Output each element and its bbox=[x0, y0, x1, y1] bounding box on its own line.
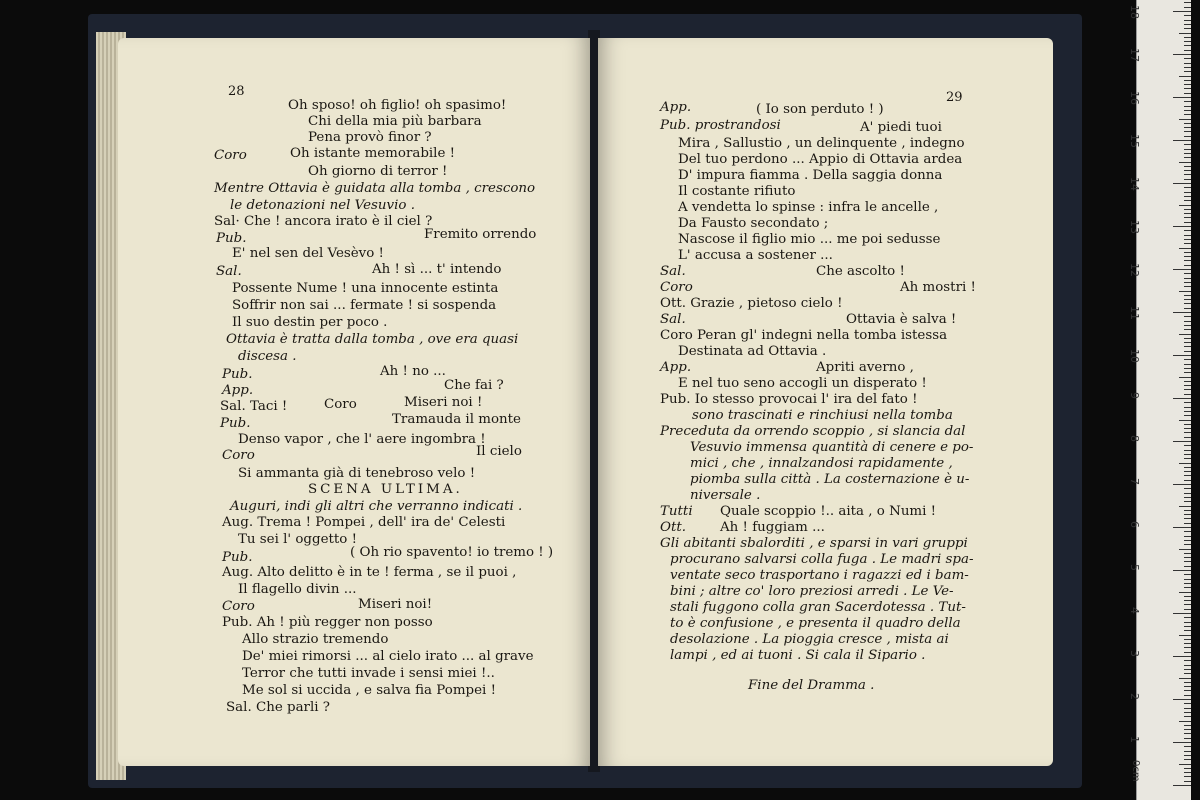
ruler-tick bbox=[1179, 420, 1191, 421]
ruler-tick bbox=[1184, 110, 1191, 111]
ruler-tick bbox=[1184, 286, 1191, 287]
right-page-text-line: bini ; altre co' loro preziosi arredi . Le Ve- bbox=[670, 584, 954, 599]
ruler-tick bbox=[1179, 248, 1191, 249]
right-page-text-line: Sal. bbox=[660, 312, 686, 327]
ruler-tick bbox=[1184, 514, 1191, 515]
left-page-text-line: Miseri noi! bbox=[358, 597, 433, 612]
right-page-text-line: Mira , Sallustio , un delinquente , indegno bbox=[678, 136, 965, 151]
ruler-tick bbox=[1184, 622, 1191, 623]
ruler-tick bbox=[1184, 587, 1191, 588]
right-page-text-line: niversale . bbox=[690, 488, 761, 503]
right-page-text-line: Gli abitanti sbalorditi , e sparsi in vari gruppi bbox=[660, 536, 968, 551]
ruler-tick bbox=[1179, 549, 1191, 550]
ruler-number: 13 bbox=[1128, 220, 1141, 234]
left-page-text-line: discesa . bbox=[238, 349, 297, 364]
ruler-tick bbox=[1173, 226, 1191, 227]
ruler-tick bbox=[1173, 269, 1191, 270]
left-page-text-line: Mentre Ottavia è guidata alla tomba , crescono bbox=[214, 181, 536, 196]
left-page-text-line: Ah ! sì ... t' intendo bbox=[372, 262, 502, 277]
ruler-number: 9 bbox=[1128, 392, 1141, 399]
right-page-text-line: lampi , ed ai tuoni . Si cala il Sipario . bbox=[670, 648, 926, 663]
ruler-tick bbox=[1184, 746, 1191, 747]
ruler-tick bbox=[1184, 222, 1191, 223]
left-page-text-line: Oh sposo! oh figlio! oh spasimo! bbox=[288, 98, 507, 113]
ruler-tick bbox=[1184, 338, 1191, 339]
right-page-text-line: Tutti bbox=[660, 504, 693, 519]
ruler-tick bbox=[1184, 170, 1191, 171]
ruler-tick bbox=[1173, 398, 1191, 399]
ruler-tick bbox=[1184, 2, 1191, 3]
left-page-text-line: Ottavia è tratta dalla tomba , ove era quasi bbox=[226, 332, 519, 347]
right-page-text-line: App. bbox=[660, 100, 692, 115]
ruler-tick bbox=[1184, 733, 1191, 734]
ruler-tick bbox=[1184, 673, 1191, 674]
ruler-tick bbox=[1184, 712, 1191, 713]
ruler-tick bbox=[1173, 355, 1191, 356]
ruler-tick bbox=[1173, 183, 1191, 184]
right-page-text-line: Ah ! fuggiam ... bbox=[720, 520, 825, 535]
ruler-tick bbox=[1184, 239, 1191, 240]
ruler-tick bbox=[1184, 308, 1191, 309]
ruler-tick bbox=[1184, 643, 1191, 644]
ruler-number: 5 bbox=[1128, 564, 1141, 571]
right-page-text-line: Sal. bbox=[660, 264, 686, 279]
ruler-tick bbox=[1184, 716, 1191, 717]
left-page-text-line: Che fai ? bbox=[444, 378, 504, 393]
right-page-text-line: ventate seco trasportano i ragazzi ed i bam- bbox=[670, 568, 969, 583]
ruler-tick bbox=[1184, 28, 1191, 29]
ruler-number: 18 bbox=[1128, 5, 1141, 19]
right-page-text-line: procurano salvarsi colla fuga . Le madri spa- bbox=[670, 552, 974, 567]
ruler-tick bbox=[1184, 523, 1191, 524]
left-page-text-line: Pub. bbox=[222, 550, 253, 565]
ruler-tick bbox=[1184, 467, 1191, 468]
ruler-tick bbox=[1179, 678, 1191, 679]
ruler-tick bbox=[1184, 58, 1191, 59]
ruler-tick bbox=[1184, 424, 1191, 425]
ruler-number: 6 bbox=[1128, 521, 1141, 528]
ruler-tick bbox=[1184, 776, 1191, 777]
left-page-text-line: Coro bbox=[214, 148, 247, 163]
left-page-text-line: Pub. bbox=[216, 231, 247, 246]
left-page-text-line: Tramauda il monte bbox=[392, 412, 521, 427]
ruler-tick bbox=[1184, 561, 1191, 562]
ruler-tick bbox=[1184, 342, 1191, 343]
ruler-tick bbox=[1184, 316, 1191, 317]
ruler-tick bbox=[1184, 93, 1191, 94]
ruler-number: 7 bbox=[1128, 478, 1141, 485]
ruler-tick bbox=[1184, 381, 1191, 382]
ruler-tick bbox=[1184, 325, 1191, 326]
ruler-tick bbox=[1184, 703, 1191, 704]
left-page-text-line: Sal· Che ! ancora irato è il ciel ? bbox=[214, 214, 433, 229]
ruler-tick bbox=[1184, 106, 1191, 107]
right-page-text-line: Ott. bbox=[660, 520, 686, 535]
ruler-tick bbox=[1184, 166, 1191, 167]
ruler-tick bbox=[1179, 463, 1191, 464]
ruler-tick bbox=[1184, 174, 1191, 175]
ruler-number: 1 bbox=[1128, 736, 1141, 743]
ruler-tick bbox=[1184, 574, 1191, 575]
ruler-number: 8 bbox=[1128, 435, 1141, 442]
right-page-text-line: E nel tuo seno accogli un disperato ! bbox=[678, 376, 927, 391]
left-page-text-line: Aug. Trema ! Pompei , dell' ira de' Celesti bbox=[222, 515, 506, 530]
ruler-tick bbox=[1184, 71, 1191, 72]
right-page-text-line: Ottavia è salva ! bbox=[846, 312, 957, 327]
left-page-text-line: Ah ! no ... bbox=[380, 364, 446, 379]
left-page bbox=[118, 38, 590, 766]
ruler-unit-label: 0cm bbox=[1130, 760, 1141, 782]
ruler-tick bbox=[1184, 295, 1191, 296]
ruler-tick bbox=[1184, 781, 1191, 782]
left-page-text-line: Pub. bbox=[222, 367, 253, 382]
left-page-text-line: Miseri noi ! bbox=[404, 395, 483, 410]
ruler-tick bbox=[1184, 278, 1191, 279]
right-page-text-line: Preceduta da orrendo scoppio , si slancia dal bbox=[660, 424, 966, 439]
ruler-number: 14 bbox=[1128, 177, 1141, 191]
left-page-text-line: Il flagello divin ... bbox=[238, 582, 357, 597]
ruler-tick bbox=[1184, 475, 1191, 476]
right-page-text-line: Pub. prostrandosi bbox=[660, 118, 781, 133]
ruler-tick bbox=[1184, 596, 1191, 597]
right-page-text-line: Pub. Io stesso provocai l' ira del fato ! bbox=[660, 392, 918, 407]
ruler-tick bbox=[1184, 686, 1191, 687]
ruler-tick bbox=[1173, 570, 1191, 571]
ruler-tick bbox=[1184, 41, 1191, 42]
ruler-tick bbox=[1184, 243, 1191, 244]
ruler-tick bbox=[1184, 45, 1191, 46]
ruler-tick bbox=[1184, 131, 1191, 132]
ruler-tick bbox=[1184, 536, 1191, 537]
ruler-tick bbox=[1184, 101, 1191, 102]
left-page-text-line: App. bbox=[222, 383, 254, 398]
ruler-tick bbox=[1184, 626, 1191, 627]
ruler-number: 15 bbox=[1128, 134, 1141, 148]
ruler-tick bbox=[1184, 609, 1191, 610]
ruler-number: 12 bbox=[1128, 263, 1141, 277]
ruler-tick bbox=[1184, 200, 1191, 201]
ruler-tick bbox=[1179, 506, 1191, 507]
right-page-text-line: piomba sulla città . La costernazione è u- bbox=[690, 472, 970, 487]
left-page-text-line: Denso vapor , che l' aere ingombra ! bbox=[238, 432, 486, 447]
left-page-text-line: Sal. Taci ! bbox=[220, 399, 288, 414]
left-page-text-line: Pub. bbox=[220, 416, 251, 431]
ruler-tick bbox=[1184, 579, 1191, 580]
ruler-tick bbox=[1173, 527, 1191, 528]
ruler-tick bbox=[1179, 635, 1191, 636]
ruler-tick bbox=[1184, 256, 1191, 257]
ruler-tick bbox=[1184, 273, 1191, 274]
ruler-tick bbox=[1184, 252, 1191, 253]
ruler-tick bbox=[1184, 37, 1191, 38]
ruler-tick bbox=[1184, 708, 1191, 709]
ruler-tick bbox=[1184, 192, 1191, 193]
ruler-tick bbox=[1173, 613, 1191, 614]
ruler-tick bbox=[1173, 742, 1191, 743]
left-page-text-line: Terror che tutti invade i sensi miei !.. bbox=[242, 666, 495, 681]
ruler-tick bbox=[1184, 639, 1191, 640]
ruler-tick bbox=[1184, 518, 1191, 519]
ruler-tick bbox=[1184, 260, 1191, 261]
ruler-tick bbox=[1173, 785, 1191, 786]
ruler-tick bbox=[1184, 493, 1191, 494]
ruler-tick bbox=[1184, 497, 1191, 498]
ruler-tick bbox=[1179, 33, 1191, 34]
ruler-tick bbox=[1184, 665, 1191, 666]
right-page-text-line: Ah mostri ! bbox=[900, 280, 976, 295]
left-page-text-line: Oh giorno di terror ! bbox=[308, 164, 448, 179]
ruler-tick bbox=[1184, 157, 1191, 158]
right-page-text-line: Che ascolto ! bbox=[816, 264, 905, 279]
ruler-tick bbox=[1184, 127, 1191, 128]
right-page-text-line: Nascose il figlio mio ... me poi sedusse bbox=[678, 232, 941, 247]
ruler-tick bbox=[1184, 179, 1191, 180]
ruler-tick bbox=[1184, 471, 1191, 472]
ruler-tick bbox=[1184, 359, 1191, 360]
right-page-text-line: to è confusione , e presenta il quadro della bbox=[670, 616, 961, 631]
left-page-text-line: Allo strazio tremendo bbox=[242, 632, 389, 647]
ruler-tick bbox=[1184, 540, 1191, 541]
ruler-tick bbox=[1184, 24, 1191, 25]
left-page-text-line: Pena provò finor ? bbox=[308, 130, 432, 145]
right-page-text-line: Vesuvio immensa quantità di cenere e po- bbox=[690, 440, 974, 455]
ruler-tick bbox=[1184, 604, 1191, 605]
left-page-text-line: Chi della mia più barbara bbox=[308, 114, 482, 129]
right-page-text-line: Coro Peran gl' indegni nella tomba istessa bbox=[660, 328, 948, 343]
right-page-text-line: Apriti averno , bbox=[816, 360, 914, 375]
ruler-tick bbox=[1184, 759, 1191, 760]
ruler-tick bbox=[1184, 557, 1191, 558]
ruler-tick bbox=[1184, 553, 1191, 554]
ruler-tick bbox=[1184, 321, 1191, 322]
right-page-text-line: Del tuo perdono ... Appio di Ottavia ardea bbox=[678, 152, 963, 167]
ruler-tick bbox=[1184, 114, 1191, 115]
ruler-tick bbox=[1184, 123, 1191, 124]
ruler-tick bbox=[1184, 20, 1191, 21]
ruler-tick bbox=[1173, 54, 1191, 55]
ruler-tick bbox=[1184, 695, 1191, 696]
right-page-text-line: Il costante rifiuto bbox=[678, 184, 796, 199]
left-page-text-line: Auguri, indi gli altri che verranno indicati . bbox=[230, 499, 523, 514]
ruler-number: 2 bbox=[1128, 693, 1141, 700]
ruler-number: 10 bbox=[1128, 349, 1141, 363]
ruler-tick bbox=[1184, 428, 1191, 429]
ruler-tick bbox=[1184, 299, 1191, 300]
ruler-tick bbox=[1184, 583, 1191, 584]
ruler-tick bbox=[1184, 660, 1191, 661]
ruler-number: 3 bbox=[1128, 650, 1141, 657]
ruler-tick bbox=[1173, 656, 1191, 657]
ruler-tick bbox=[1184, 690, 1191, 691]
ruler-tick bbox=[1184, 738, 1191, 739]
left-page-text-line: Fremito orrendo bbox=[424, 227, 537, 242]
ruler-tick bbox=[1179, 764, 1191, 765]
ruler-tick bbox=[1184, 213, 1191, 214]
ruler-tick bbox=[1184, 682, 1191, 683]
right-page-text-line: Coro bbox=[660, 280, 693, 295]
right-page-text-line: D' impura fiamma . Della saggia donna bbox=[678, 168, 943, 183]
ruler-tick bbox=[1179, 119, 1191, 120]
ruler-tick bbox=[1184, 149, 1191, 150]
ruler-tick bbox=[1184, 755, 1191, 756]
left-page-text-line: Me sol si uccida , e salva fia Pompei ! bbox=[242, 683, 496, 698]
ruler-tick bbox=[1184, 50, 1191, 51]
ruler-tick bbox=[1184, 394, 1191, 395]
ruler-tick bbox=[1179, 592, 1191, 593]
right-page-text-line: mici , che , innalzandosi rapidamente , bbox=[690, 456, 953, 471]
left-page-text-line: Tu sei l' oggetto ! bbox=[238, 532, 357, 547]
ruler-tick bbox=[1184, 544, 1191, 545]
ruler-tick bbox=[1184, 415, 1191, 416]
ruler-tick bbox=[1184, 600, 1191, 601]
ruler-tick bbox=[1184, 265, 1191, 266]
ruler-tick bbox=[1184, 480, 1191, 481]
ruler-tick bbox=[1179, 162, 1191, 163]
left-page-text-line: Possente Nume ! una innocente estinta bbox=[232, 281, 499, 296]
left-page-text-line: Oh istante memorabile ! bbox=[290, 146, 456, 161]
measuring-ruler bbox=[1128, 0, 1191, 800]
page-number: 28 bbox=[228, 84, 245, 99]
ruler-tick bbox=[1184, 230, 1191, 231]
ruler-tick bbox=[1184, 144, 1191, 145]
ruler-tick bbox=[1184, 669, 1191, 670]
ruler-tick bbox=[1184, 187, 1191, 188]
ruler-tick bbox=[1184, 88, 1191, 89]
ruler-number: 16 bbox=[1128, 91, 1141, 105]
left-page-text-line: Coro bbox=[222, 599, 255, 614]
ruler-tick bbox=[1184, 7, 1191, 8]
ruler-tick bbox=[1184, 772, 1191, 773]
scene-heading: SCENA ULTIMA. bbox=[308, 482, 463, 497]
ruler-tick bbox=[1173, 484, 1191, 485]
right-page-text-line: desolazione . La pioggia cresce , mista ai bbox=[670, 632, 949, 647]
ruler-tick bbox=[1179, 377, 1191, 378]
right-page-text-line: stali fuggono colla gran Sacerdotessa . Tut- bbox=[670, 600, 966, 615]
ruler-tick bbox=[1184, 445, 1191, 446]
right-page-text-line: Fine del Dramma . bbox=[748, 678, 875, 693]
ruler-tick bbox=[1184, 329, 1191, 330]
ruler-tick bbox=[1184, 402, 1191, 403]
ruler-tick bbox=[1184, 411, 1191, 412]
ruler-tick bbox=[1184, 368, 1191, 369]
ruler-tick bbox=[1173, 441, 1191, 442]
ruler-tick bbox=[1184, 80, 1191, 81]
right-page-text-line: sono trascinati e rinchiusi nella tomba bbox=[692, 408, 953, 423]
right-page-text-line: A' piedi tuoi bbox=[860, 120, 942, 135]
right-page-text-line: App. bbox=[660, 360, 692, 375]
left-page-text-line: le detonazioni nel Vesuvio . bbox=[230, 198, 415, 213]
ruler-tick bbox=[1184, 67, 1191, 68]
ruler-tick bbox=[1184, 385, 1191, 386]
ruler-tick bbox=[1184, 652, 1191, 653]
ruler-tick bbox=[1184, 364, 1191, 365]
right-page bbox=[598, 38, 1053, 766]
ruler-tick bbox=[1184, 372, 1191, 373]
ruler-tick bbox=[1184, 217, 1191, 218]
ruler-tick bbox=[1184, 136, 1191, 137]
left-page-text-line: Pub. Ah ! più regger non posso bbox=[222, 615, 433, 630]
ruler-tick bbox=[1184, 196, 1191, 197]
ruler-tick bbox=[1184, 437, 1191, 438]
ruler-tick bbox=[1184, 488, 1191, 489]
ruler-tick bbox=[1184, 510, 1191, 511]
left-page-text-line: Il suo destin per poco . bbox=[232, 315, 388, 330]
ruler-tick bbox=[1184, 501, 1191, 502]
ruler-tick bbox=[1179, 334, 1191, 335]
ruler-tick bbox=[1184, 630, 1191, 631]
left-page-text-line: Coro bbox=[324, 397, 357, 412]
right-page-text-line: Quale scoppio !.. aita , o Numi ! bbox=[720, 504, 937, 519]
left-page-text-line: Aug. Alto delitto è in te ! ferma , se il puoi , bbox=[222, 565, 517, 580]
ruler-tick bbox=[1184, 751, 1191, 752]
ruler-tick bbox=[1184, 531, 1191, 532]
ruler-tick bbox=[1184, 235, 1191, 236]
ruler-tick bbox=[1184, 389, 1191, 390]
ruler-tick bbox=[1184, 729, 1191, 730]
ruler-tick bbox=[1184, 450, 1191, 451]
ruler-tick bbox=[1184, 432, 1191, 433]
right-page-text-line: Da Fausto secondato ; bbox=[678, 216, 829, 231]
ruler-tick bbox=[1184, 15, 1191, 16]
left-page-text-line: ( Oh rio spavento! io tremo ! ) bbox=[350, 545, 554, 560]
right-page-text-line: Ott. Grazie , pietoso cielo ! bbox=[660, 296, 843, 311]
right-page-text-line: A vendetta lo spinse : infra le ancelle , bbox=[678, 200, 939, 215]
left-page-text-line: Soffrir non sai ... fermate ! si sospenda bbox=[232, 298, 497, 313]
ruler-tick bbox=[1184, 768, 1191, 769]
ruler-tick bbox=[1173, 11, 1191, 12]
ruler-tick bbox=[1173, 140, 1191, 141]
ruler-tick bbox=[1179, 721, 1191, 722]
left-page-text-line: Coro bbox=[222, 448, 255, 463]
ruler-tick bbox=[1184, 617, 1191, 618]
right-page-text-line: Destinata ad Ottavia . bbox=[678, 344, 827, 359]
right-page-text-line: L' accusa a sostener ... bbox=[678, 248, 833, 263]
ruler-tick bbox=[1184, 725, 1191, 726]
ruler-tick bbox=[1184, 647, 1191, 648]
ruler-tick bbox=[1184, 346, 1191, 347]
ruler-tick bbox=[1184, 407, 1191, 408]
ruler-tick bbox=[1173, 312, 1191, 313]
ruler-tick bbox=[1173, 699, 1191, 700]
left-page-text-line: Il cielo bbox=[476, 444, 522, 459]
ruler-tick bbox=[1184, 282, 1191, 283]
ruler-tick bbox=[1184, 351, 1191, 352]
ruler-number: 11 bbox=[1128, 306, 1141, 320]
ruler-tick bbox=[1184, 84, 1191, 85]
left-page-text-line: Sal. Che parli ? bbox=[226, 700, 330, 715]
ruler-tick bbox=[1179, 76, 1191, 77]
ruler-tick bbox=[1184, 566, 1191, 567]
ruler-tick bbox=[1179, 291, 1191, 292]
left-page-text-line: E' nel sen del Vesèvo ! bbox=[232, 246, 384, 261]
ruler-tick bbox=[1173, 97, 1191, 98]
ruler-tick bbox=[1184, 153, 1191, 154]
ruler-tick bbox=[1184, 63, 1191, 64]
left-page-text-line: Si ammanta già di tenebroso velo ! bbox=[238, 466, 476, 481]
left-page-text-line: De' miei rimorsi ... al cielo irato ... al grave bbox=[242, 649, 534, 664]
ruler-tick bbox=[1184, 303, 1191, 304]
ruler-tick bbox=[1184, 454, 1191, 455]
ruler-tick bbox=[1179, 205, 1191, 206]
left-page-text-line: Sal. bbox=[216, 264, 242, 279]
ruler-number: 17 bbox=[1128, 48, 1141, 62]
ruler-number: 4 bbox=[1128, 607, 1141, 614]
page-number: 29 bbox=[946, 90, 963, 105]
ruler-tick bbox=[1184, 209, 1191, 210]
right-page-text-line: ( Io son perduto ! ) bbox=[756, 102, 884, 117]
ruler-tick bbox=[1184, 458, 1191, 459]
